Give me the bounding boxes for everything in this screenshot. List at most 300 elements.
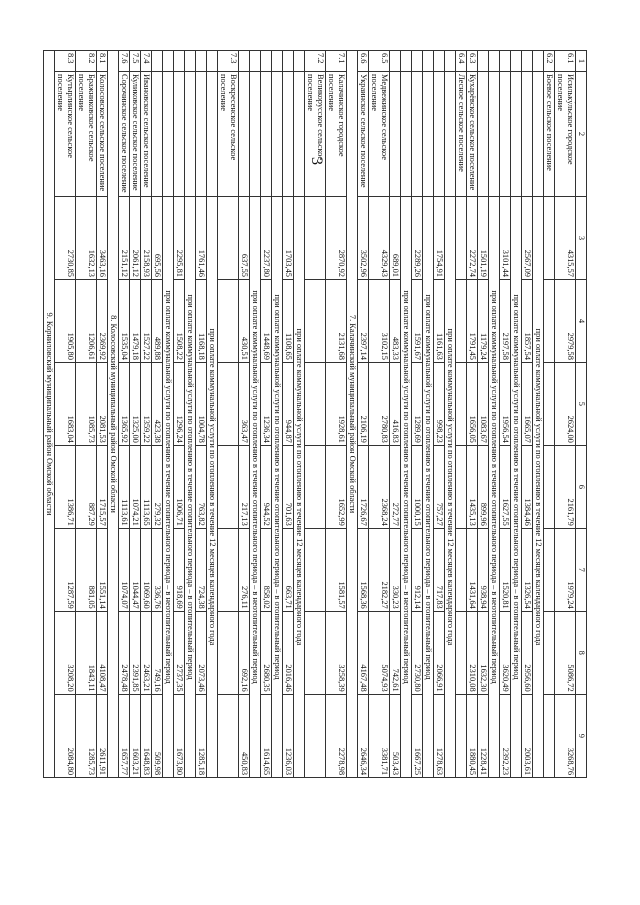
tariff-value: 272,77	[390, 445, 401, 528]
tariff-value: 1113,61	[119, 445, 130, 528]
tariff-value: 1591,67	[412, 279, 423, 362]
tariff-value: 695,56	[152, 197, 163, 280]
empty-cell	[522, 51, 533, 72]
district-heading: 9. Корниловский муниципальный район Омской области	[44, 51, 55, 778]
tariff-value: 637,55	[239, 197, 250, 280]
empty-cell	[250, 51, 261, 72]
tariff-value: 1527,22	[141, 279, 152, 362]
settlement-name: Боевое сельское поселение	[544, 72, 555, 197]
tariff-value: 742,61	[390, 611, 401, 694]
table-row	[97, 51, 108, 778]
tariff-value	[544, 197, 555, 280]
values-row	[239, 51, 250, 778]
tariff-value: 483,33	[390, 279, 401, 362]
tariff-value: 1603,21	[130, 694, 141, 777]
values-row	[196, 51, 207, 778]
settlement-name: Исильку́льское городское поселение	[555, 72, 576, 197]
table-row	[555, 51, 576, 778]
row-number: 6.6	[358, 51, 369, 72]
empty-cell	[423, 72, 434, 197]
header-row	[576, 51, 587, 778]
empty-cell	[196, 72, 207, 197]
empty-cell	[294, 51, 305, 72]
settlement-name: Воскресенское сельское поселение	[218, 72, 239, 197]
tariff-value: 1278,63	[434, 694, 445, 777]
empty-cell	[500, 72, 511, 197]
table-row	[305, 51, 326, 778]
tariff-value: 2278,98	[326, 694, 347, 777]
tariff-value	[305, 197, 326, 280]
settlement-name: Лесное сельское поселение	[456, 72, 467, 197]
tariff-value: 1287,59	[55, 528, 76, 611]
row-number: 8.3	[55, 51, 76, 72]
tariff-value: 3258,39	[326, 611, 347, 694]
tariff-value: 663,71	[283, 528, 294, 611]
tariff-value: 1384,46	[522, 445, 533, 528]
table-row	[130, 51, 141, 778]
tariff-value: 1754,91	[434, 197, 445, 280]
rotated-sheet	[45, 0, 589, 835]
tariff-value: 2003,61	[522, 694, 533, 777]
settlement-name: Кухарёвское сельское поселение	[467, 72, 478, 197]
tariff-value: 430,51	[239, 279, 250, 362]
tariff-value: 1296,24	[174, 362, 185, 445]
row-number: 6.1	[555, 51, 576, 72]
tariff-value: 2611,91	[97, 694, 108, 777]
tariff-value: 2368,24	[369, 445, 390, 528]
column-number-header: 6	[576, 445, 587, 528]
tariff-value: 3102,15	[369, 279, 390, 362]
tariff-value: 1289,69	[412, 362, 423, 445]
tariff-value: 276,11	[239, 528, 250, 611]
tariff-value: 944,87	[283, 362, 294, 445]
district-heading: 8. Колосовский муниципальный район Омской области	[108, 51, 119, 778]
values-row	[522, 51, 533, 778]
empty-cell	[185, 51, 196, 72]
column-number-header: 8	[576, 611, 587, 694]
tariff-value: 2066,91	[434, 611, 445, 694]
tariff-value: 1083,67	[478, 362, 489, 445]
tariff-value: 2397,14	[358, 279, 369, 362]
tariff-value	[305, 279, 326, 362]
tariff-value: 2272,74	[467, 197, 478, 280]
table-row	[55, 51, 76, 778]
tariff-value: 1074,07	[119, 528, 130, 611]
tariff-value: 1325,00	[130, 362, 141, 445]
tariff-value: 1979,24	[555, 528, 576, 611]
payment-mode-label: при оплате коммунальной услуги по отоплению в течение отопительного периода – в отопительный период	[423, 197, 434, 778]
tariff-table-wrap	[43, 50, 587, 778]
payment-mode-label: при оплате коммунальной услуги по отоплению в течение отопительного периода – в неотопительный период	[401, 197, 412, 778]
row-number: 6.4	[456, 51, 467, 72]
tariff-value: 1359,22	[141, 362, 152, 445]
tariff-value: 2463,21	[141, 611, 152, 694]
tariff-value: 2295,81	[174, 197, 185, 280]
tariff-value: 1551,14	[97, 528, 108, 611]
tariff-value: 217,13	[239, 445, 250, 528]
empty-cell	[401, 51, 412, 72]
tariff-value: 998,23	[434, 362, 445, 445]
values-row	[152, 51, 163, 778]
empty-cell	[533, 51, 544, 72]
column-number-header: 2	[576, 72, 587, 197]
tariff-value	[456, 694, 467, 777]
settlement-name: Кутырлинское сельское поселение	[55, 72, 76, 197]
tariff-value	[305, 694, 326, 777]
values-row	[283, 51, 294, 778]
table-row	[544, 51, 555, 778]
tariff-value: 336,76	[152, 528, 163, 611]
row-number: 7.4	[141, 51, 152, 72]
table-row	[141, 51, 152, 778]
payment-mode-row	[401, 51, 412, 778]
tariff-value	[218, 611, 239, 694]
tariff-value: 1386,71	[55, 445, 76, 528]
settlement-name: Ивановское сельское поселение	[141, 72, 152, 197]
values-row	[412, 51, 423, 778]
tariff-value: 2730,80	[412, 611, 423, 694]
values-row	[478, 51, 489, 778]
tariff-value	[218, 445, 239, 528]
tariff-value: 749,16	[152, 611, 163, 694]
payment-mode-label: при оплате коммунальной услуги по отоплению в течение отопительного периода – в отопительный период	[511, 197, 522, 778]
tariff-value: 2151,12	[119, 197, 130, 280]
tariff-value: 1206,61	[76, 279, 97, 362]
empty-cell	[500, 51, 511, 72]
tariff-value: 2081,53	[97, 362, 108, 445]
tariff-value: 757,27	[434, 445, 445, 528]
tariff-value: 701,63	[283, 445, 294, 528]
tariff-value	[544, 362, 555, 445]
empty-cell	[511, 72, 522, 197]
tariff-value	[456, 362, 467, 445]
row-number: 7.3	[218, 51, 239, 72]
empty-cell	[283, 72, 294, 197]
tariff-value: 1228,41	[478, 694, 489, 777]
tariff-value: 2391,85	[130, 611, 141, 694]
tariff-value: 1632,30	[478, 611, 489, 694]
payment-mode-row	[185, 51, 196, 778]
tariff-value: 4167,48	[358, 611, 369, 694]
tariff-value	[305, 528, 326, 611]
tariff-value: 1568,36	[358, 528, 369, 611]
tariff-value: 858,02	[261, 528, 272, 611]
column-number-header: 9	[576, 694, 587, 777]
tariff-value: 4329,43	[369, 197, 390, 280]
tariff-value: 1501,19	[478, 197, 489, 280]
tariff-value: 1435,13	[467, 445, 478, 528]
tariff-value: 1614,65	[261, 694, 272, 777]
tariff-value: 1479,18	[130, 279, 141, 362]
settlement-name: Великорусское сельское поселение	[305, 72, 326, 197]
tariff-value: 1236,03	[283, 694, 294, 777]
tariff-value: 2979,58	[555, 279, 576, 362]
payment-mode-label: при оплате коммунальной услуги по отоплению в течение 12 месяцев календарного года	[533, 197, 544, 778]
row-number: 8.1	[97, 51, 108, 72]
tariff-value: 1448,69	[261, 279, 272, 362]
tariff-value: 1044,47	[130, 528, 141, 611]
tariff-value: 881,05	[76, 528, 97, 611]
empty-cell	[152, 72, 163, 197]
tariff-value: 2392,23	[500, 694, 511, 777]
tariff-value: 2289,26	[412, 197, 423, 280]
tariff-value: 1431,64	[467, 528, 478, 611]
empty-cell	[294, 72, 305, 197]
tariff-value: 717,83	[434, 528, 445, 611]
tariff-value: 3502,96	[358, 197, 369, 280]
tariff-value: 938,94	[478, 528, 489, 611]
tariff-value	[305, 445, 326, 528]
tariff-value	[456, 445, 467, 528]
row-number: 6.5	[369, 51, 390, 72]
tariff-value: 1520,81	[500, 528, 511, 611]
empty-cell	[412, 72, 423, 197]
column-number-header: 1	[576, 51, 587, 72]
tariff-value	[456, 279, 467, 362]
tariff-value: 2131,68	[326, 279, 347, 362]
row-number: 6.2	[544, 51, 555, 72]
tariff-value: 1665,07	[522, 362, 533, 445]
tariff-value: 1535,04	[119, 279, 130, 362]
tariff-value	[544, 694, 555, 777]
payment-mode-row	[272, 51, 283, 778]
tariff-value: 692,16	[239, 611, 250, 694]
empty-cell	[412, 51, 423, 72]
empty-cell	[533, 72, 544, 197]
tariff-value	[305, 362, 326, 445]
row-number: 8.2	[76, 51, 97, 72]
district-section-row	[347, 51, 358, 778]
column-number-header: 7	[576, 528, 587, 611]
empty-cell	[390, 51, 401, 72]
tariff-value: 2567,09	[522, 197, 533, 280]
empty-cell	[390, 72, 401, 197]
empty-cell	[522, 72, 533, 197]
table-row	[218, 51, 239, 778]
payment-mode-label: при оплате коммунальной услуги по отоплению в течение отопительного периода – в отопительный период	[272, 197, 283, 778]
payment-mode-label: при оплате коммунальной услуги по отоплению в течение 12 месяцев календарного года	[207, 197, 218, 778]
tariff-value: 1843,11	[76, 611, 97, 694]
tariff-value: 416,83	[390, 362, 401, 445]
tariff-value	[544, 611, 555, 694]
tariff-value: 363,47	[239, 362, 250, 445]
tariff-value: 3208,20	[55, 611, 76, 694]
empty-cell	[445, 51, 456, 72]
tariff-value: 2730,85	[55, 197, 76, 280]
tariff-value: 2073,46	[196, 611, 207, 694]
empty-cell	[434, 72, 445, 197]
tariff-value: 489,88	[152, 279, 163, 362]
tariff-value: 2624,00	[555, 362, 576, 445]
tariff-value: 330,23	[390, 528, 401, 611]
tariff-value: 1715,57	[97, 445, 108, 528]
settlement-name: Бражниковское сельское поселение	[76, 72, 97, 197]
tariff-value: 1673,80	[174, 694, 185, 777]
tariff-value: 689,01	[390, 197, 401, 280]
tariff-value: 1652,99	[326, 445, 347, 528]
tariff-value: 1085,73	[76, 362, 97, 445]
empty-cell	[272, 51, 283, 72]
tariff-value	[218, 362, 239, 445]
settlement-name: Куликовское сельское поселение	[130, 72, 141, 197]
empty-cell	[401, 72, 412, 197]
tariff-value: 279,32	[152, 445, 163, 528]
tariff-value: 1667,25	[412, 694, 423, 777]
empty-cell	[239, 51, 250, 72]
empty-cell	[283, 51, 294, 72]
tariff-value: 1726,67	[358, 445, 369, 528]
tariff-value: 1683,04	[55, 362, 76, 445]
tariff-value	[456, 611, 467, 694]
tariff-value: 1581,57	[326, 528, 347, 611]
tariff-value: 3463,16	[97, 197, 108, 280]
tariff-value: 1761,46	[196, 197, 207, 280]
empty-cell	[261, 72, 272, 197]
tariff-value: 1168,18	[196, 279, 207, 362]
values-row	[500, 51, 511, 778]
table-row	[467, 51, 478, 778]
tariff-value	[305, 611, 326, 694]
tariff-value: 2237,80	[261, 197, 272, 280]
tariff-value	[544, 445, 555, 528]
tariff-value	[218, 197, 239, 280]
payment-mode-row	[294, 51, 305, 778]
tariff-value	[456, 197, 467, 280]
row-number: 7.5	[130, 51, 141, 72]
district-heading: 7. Калачинский муниципальный район Омской области	[347, 51, 358, 778]
tariff-value	[544, 279, 555, 362]
tariff-value: 5086,72	[555, 611, 576, 694]
tariff-value: 1791,45	[467, 279, 478, 362]
tariff-value	[218, 528, 239, 611]
tariff-value: 2158,93	[141, 197, 152, 280]
empty-cell	[478, 72, 489, 197]
empty-cell	[185, 72, 196, 197]
settlement-name: Сорочинское сельское поселение	[119, 72, 130, 197]
page-number: 3	[308, 157, 325, 165]
settlement-name: Колосовское сельское поселение	[97, 72, 108, 197]
row-number: 7.2	[305, 51, 326, 72]
empty-cell	[239, 72, 250, 197]
tariff-value: 4108,47	[97, 611, 108, 694]
tariff-value: 4315,57	[555, 197, 576, 280]
payment-mode-row	[163, 51, 174, 778]
tariff-value: 1508,22	[174, 279, 185, 362]
tariff-value: 3268,76	[555, 694, 576, 777]
values-row	[174, 51, 185, 778]
empty-cell	[174, 72, 185, 197]
table-row	[76, 51, 97, 778]
empty-cell	[423, 51, 434, 72]
tariff-value: 2061,12	[130, 197, 141, 280]
tariff-value: 1326,54	[522, 528, 533, 611]
payment-mode-row	[423, 51, 434, 778]
tariff-value: 1365,92	[119, 362, 130, 445]
tariff-value: 1285,18	[196, 694, 207, 777]
empty-cell	[207, 51, 218, 72]
tariff-value: 2956,60	[522, 611, 533, 694]
tariff-value: 2478,48	[119, 611, 130, 694]
tariff-value: 2680,35	[261, 611, 272, 694]
table-row	[369, 51, 390, 778]
payment-mode-label: при оплате коммунальной услуги по отоплению в течение 12 месяцев календарного года	[445, 197, 456, 778]
payment-mode-row	[445, 51, 456, 778]
tariff-value: 1108,65	[283, 279, 294, 362]
tariff-value: 918,69	[174, 528, 185, 611]
table-row	[358, 51, 369, 778]
tariff-value: 2780,83	[369, 362, 390, 445]
tariff-value: 2084,80	[55, 694, 76, 777]
payment-mode-row	[511, 51, 522, 778]
row-number: 7.1	[326, 51, 347, 72]
tariff-value: 2870,92	[326, 197, 347, 280]
tariff-value: 2016,46	[283, 611, 294, 694]
tariff-value: 1004,78	[196, 362, 207, 445]
tariff-value: 1632,13	[76, 197, 97, 280]
tariff-value: 2646,34	[358, 694, 369, 777]
settlement-name: Украинское сельское поселение	[358, 72, 369, 197]
table-row	[456, 51, 467, 778]
district-section-row	[44, 51, 55, 778]
tariff-value: 3620,49	[500, 611, 511, 694]
payment-mode-row	[533, 51, 544, 778]
tariff-value: 2737,35	[174, 611, 185, 694]
empty-cell	[174, 51, 185, 72]
tariff-value	[218, 279, 239, 362]
payment-mode-label: при оплате коммунальной услуги по отоплению в течение отопительного периода – в неотопительный период	[250, 197, 261, 778]
tariff-value: 1069,60	[141, 528, 152, 611]
table-row	[119, 51, 130, 778]
tariff-value: 912,14	[412, 528, 423, 611]
tariff-value: 1000,15	[412, 445, 423, 528]
table-row	[326, 51, 347, 778]
tariff-value: 724,38	[196, 528, 207, 611]
settlement-name: Калачинское городское поселение	[326, 72, 347, 197]
payment-mode-label: при оплате коммунальной услуги по отоплению в течение отопительного периода – в неотопительный период	[489, 197, 500, 778]
empty-cell	[152, 51, 163, 72]
tariff-value	[544, 528, 555, 611]
payment-mode-row	[489, 51, 500, 778]
tariff-value: 1627,55	[500, 445, 511, 528]
values-row	[261, 51, 272, 778]
empty-cell	[478, 51, 489, 72]
row-number: 6.3	[467, 51, 478, 72]
empty-cell	[445, 72, 456, 197]
empty-cell	[489, 51, 500, 72]
empty-cell	[434, 51, 445, 72]
tariff-value: 3101,44	[500, 197, 511, 280]
tariff-value: 944,52	[261, 445, 272, 528]
tariff-value: 2310,08	[467, 611, 478, 694]
tariff-value: 1113,65	[141, 445, 152, 528]
tariff-value: 1648,83	[141, 694, 152, 777]
tariff-value: 1880,45	[467, 694, 478, 777]
tariff-value: 2106,19	[358, 362, 369, 445]
payment-mode-label: при оплате коммунальной услуги по отоплению в течение отопительного периода – в отопительный период	[185, 197, 196, 778]
values-row	[390, 51, 401, 778]
tariff-value: 887,29	[76, 445, 97, 528]
empty-cell	[196, 51, 207, 72]
settlement-name: Медвежинское сельское поселение	[369, 72, 390, 197]
empty-cell	[272, 72, 283, 197]
tariff-value	[218, 694, 239, 777]
tariff-value: 509,98	[152, 694, 163, 777]
empty-cell	[250, 72, 261, 197]
tariff-value: 2197,58	[500, 279, 511, 362]
tariff-value: 1703,45	[283, 197, 294, 280]
tariff-value: 1285,73	[76, 694, 97, 777]
tariff-value: 5074,93	[369, 611, 390, 694]
